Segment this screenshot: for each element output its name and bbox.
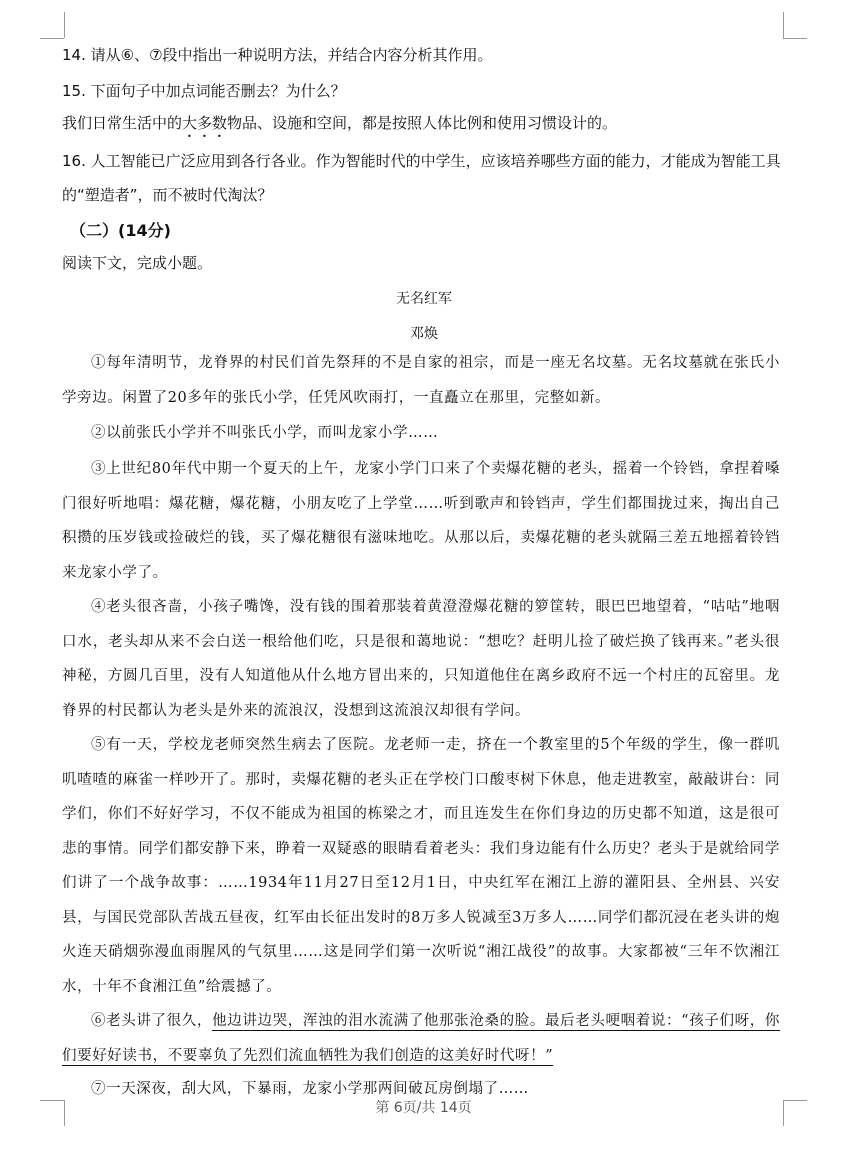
paragraph-2: ②以前张氏小学并不叫张氏小学，而叫龙家小学…… <box>91 425 439 441</box>
paragraph-5: ⑤有一天，学校龙老师突然生病去了医院。龙老师一走，挤在一个教室里的5个年级的学生，像一群叽叽喳喳的麻雀一样吵开了。那时，卖爆花糖的老头正在学校门口酸枣树下休息，他走进教室，敲敲讲台：同学们，你们不好好学习，不仅不能成为祖国的栋梁之才，而且连发生在你们身边的历史都不知道，这是很可悲的事情。同学们都安静下来，睁着一双疑惑的眼睛看着老头：我们身边能有什么历史？老头于是就给同学们讲了一个战争故事：……1934年11月27日至12月1日，中央红军在湘江上游的灌阳县、全州县、兴安县，与国民党部队苦战五昼夜，红军由长征出发时的8万多人锐减至3万多人……同学们都沉浸在老头讲的炮火连天硝烟弥漫血雨腥风的气氛里……这是同学们第一次听说“湘江战役”的故事。大家都被“三年不饮湘江水，十年不食湘江鱼”给震撼了。 <box>62 737 780 995</box>
q15-sentence-before: 我们日常生活中的 <box>62 114 183 132</box>
paragraph-3: ③上世纪80年代中期一个夏天的上午，龙家小学门口来了个卖爆花糖的老头，摇着一个铃铛，拿捏着嗓门很好听地唱：爆花糖，爆花糖，小朋友吃了上学堂……听到歌声和铃铛声，学生们都围拢过来，掏出自己积攒的压岁钱或捡破烂的钱，买了爆花糖很有滋味地吃。从那以后，卖爆花糖的老头就隔三差五地摇着铃铛来龙家小学了。 <box>62 461 780 581</box>
q15-dotted-word: 大多数 <box>182 114 228 132</box>
question-15-sentence <box>62 108 617 141</box>
crop-mark-top-left <box>0 0 70 40</box>
article-title: 无名红军 <box>396 291 452 307</box>
crop-mark-top-right <box>777 0 847 40</box>
paragraph-6-lead: ⑥老头讲了很久， <box>91 1013 213 1029</box>
paragraph-1: ①每年清明节，龙脊界的村民们首先祭拜的不是自家的祖宗，而是一座无名坟墓。无名坟墓就在张氏小学旁边。闲置了20多年的张氏小学，任凭风吹雨打，一直矗立在那里，完整如新。 <box>62 355 780 406</box>
paragraph-7: ⑦一天深夜，刮大风，下暴雨，龙家小学那两间破瓦房倒塌了…… <box>91 1081 529 1097</box>
section-heading: （二）(14分) <box>70 221 171 240</box>
paragraph-6 <box>62 1004 780 1073</box>
question-16: 16. 人工智能已广泛应用到各行各业。作为智能时代的中学生，应该培养哪些方面的能力，才能成为智能工具的“塑造者”，而不被时代淘汰？ <box>62 152 781 204</box>
q15-sentence-after: 物品、设施和空间，都是按照人体比例和使用习惯设计的。 <box>227 114 618 132</box>
page-number: 第 6页/共 14页 <box>375 1100 472 1116</box>
question-15: 15. 下面句子中加点词能否删去？为什么？ <box>62 82 346 100</box>
paragraph-4: ④老头很吝啬，小孩子嘴馋，没有钱的围着那装着黄澄澄爆花糖的箩筐转，眼巴巴地望着，“咕咕”地咽口水，老头却从来不会白送一根给他们吃，只是很和蔼地说：“想吃？赶明儿捡了破烂换了钱再来。”老头很神秘，方圆几百里，没有人知道他从什么地方冒出来的，只知道他住在离乡政府不远一个村庄的瓦窑里。龙脊界的村民都认为老头是外来的流浪汉，没想到这流浪汉却很有学问。 <box>62 599 780 719</box>
section-instruction: 阅读下文，完成小题。 <box>62 254 213 272</box>
question-14: 14. 请从⑥、⑦段中指出一种说明方法，并结合内容分析其作用。 <box>62 46 493 64</box>
paragraph-6-underlined: 他边讲边哭，浑浊的泪水流满了他那张沧桑的脸。最后老头哽咽着说：“孩子们呀，你们要好好读书，不要辜负了先烈们流血牺牲为我们创造的这美好时代呀！” <box>62 1013 780 1064</box>
article-author: 邓焕 <box>410 326 438 342</box>
